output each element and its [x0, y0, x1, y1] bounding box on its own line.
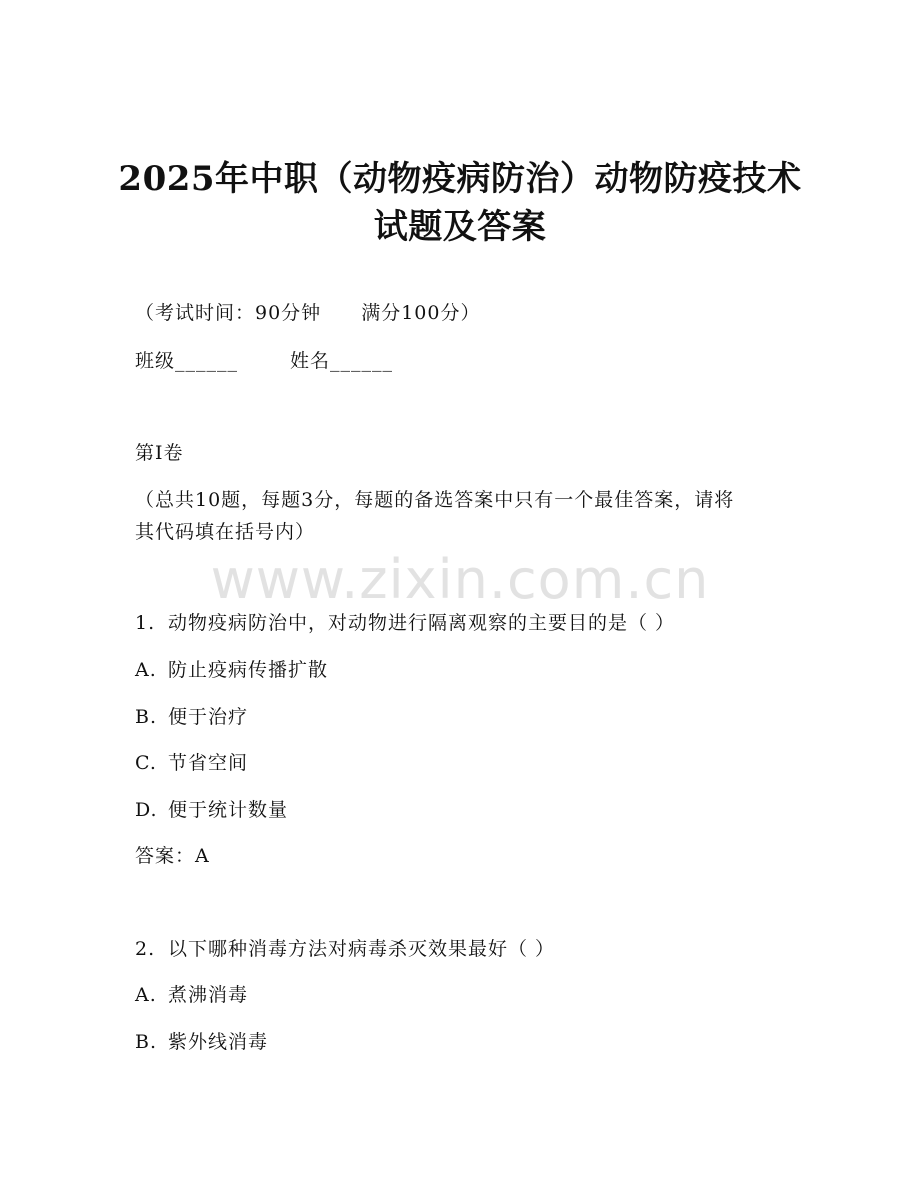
question-number: 2.	[135, 938, 156, 960]
document-title-line-2: 试题及答案	[373, 207, 547, 247]
exam-full-score: 满分100分）	[361, 302, 481, 324]
watermark: www.zixin.com.cn	[210, 548, 710, 611]
exam-info	[135, 300, 480, 326]
option-text: 防止疫病传播扩散	[168, 659, 329, 681]
question-text: 以下哪种消毒方法对病毒杀灭效果最好（ ）	[168, 938, 556, 960]
question-number: 1.	[135, 612, 156, 634]
student-fields	[135, 348, 393, 374]
section-instructions-line-2: 其代码填在括号内）	[135, 521, 316, 543]
question-1	[135, 610, 675, 636]
option-text: 便于治疗	[168, 706, 249, 728]
section-title: 第I卷	[135, 442, 184, 464]
question-2-option-a	[135, 982, 248, 1008]
option-label: D.	[135, 799, 158, 821]
document-title-line-1: 2025年中职（动物疫病防治）动物防疫技术	[118, 159, 802, 199]
question-text: 动物疫病防治中，对动物进行隔离观察的主要目的是（ ）	[168, 612, 676, 634]
question-1-option-c	[135, 750, 248, 776]
name-field: 姓名______	[290, 350, 394, 372]
option-label: A.	[135, 659, 157, 681]
option-text: 节省空间	[168, 752, 249, 774]
exam-time: （考试时间：90分钟	[135, 302, 322, 324]
question-2	[135, 936, 555, 962]
section-instructions-line-1: （总共10题，每题3分，每题的备选答案中只有一个最佳答案，请将	[135, 489, 735, 511]
option-text: 煮沸消毒	[168, 984, 249, 1006]
question-1-option-a	[135, 657, 328, 683]
option-label: A.	[135, 984, 157, 1006]
class-field: 班级______	[135, 350, 239, 372]
question-1-option-d	[135, 797, 288, 823]
question-1-option-b	[135, 704, 248, 730]
option-label: C.	[135, 752, 157, 774]
option-text: 紫外线消毒	[168, 1031, 269, 1053]
option-label: B.	[135, 1031, 158, 1053]
question-1-answer: 答案：A	[135, 845, 210, 867]
option-label: B.	[135, 706, 158, 728]
question-2-option-b	[135, 1029, 268, 1055]
option-text: 便于统计数量	[168, 799, 289, 821]
